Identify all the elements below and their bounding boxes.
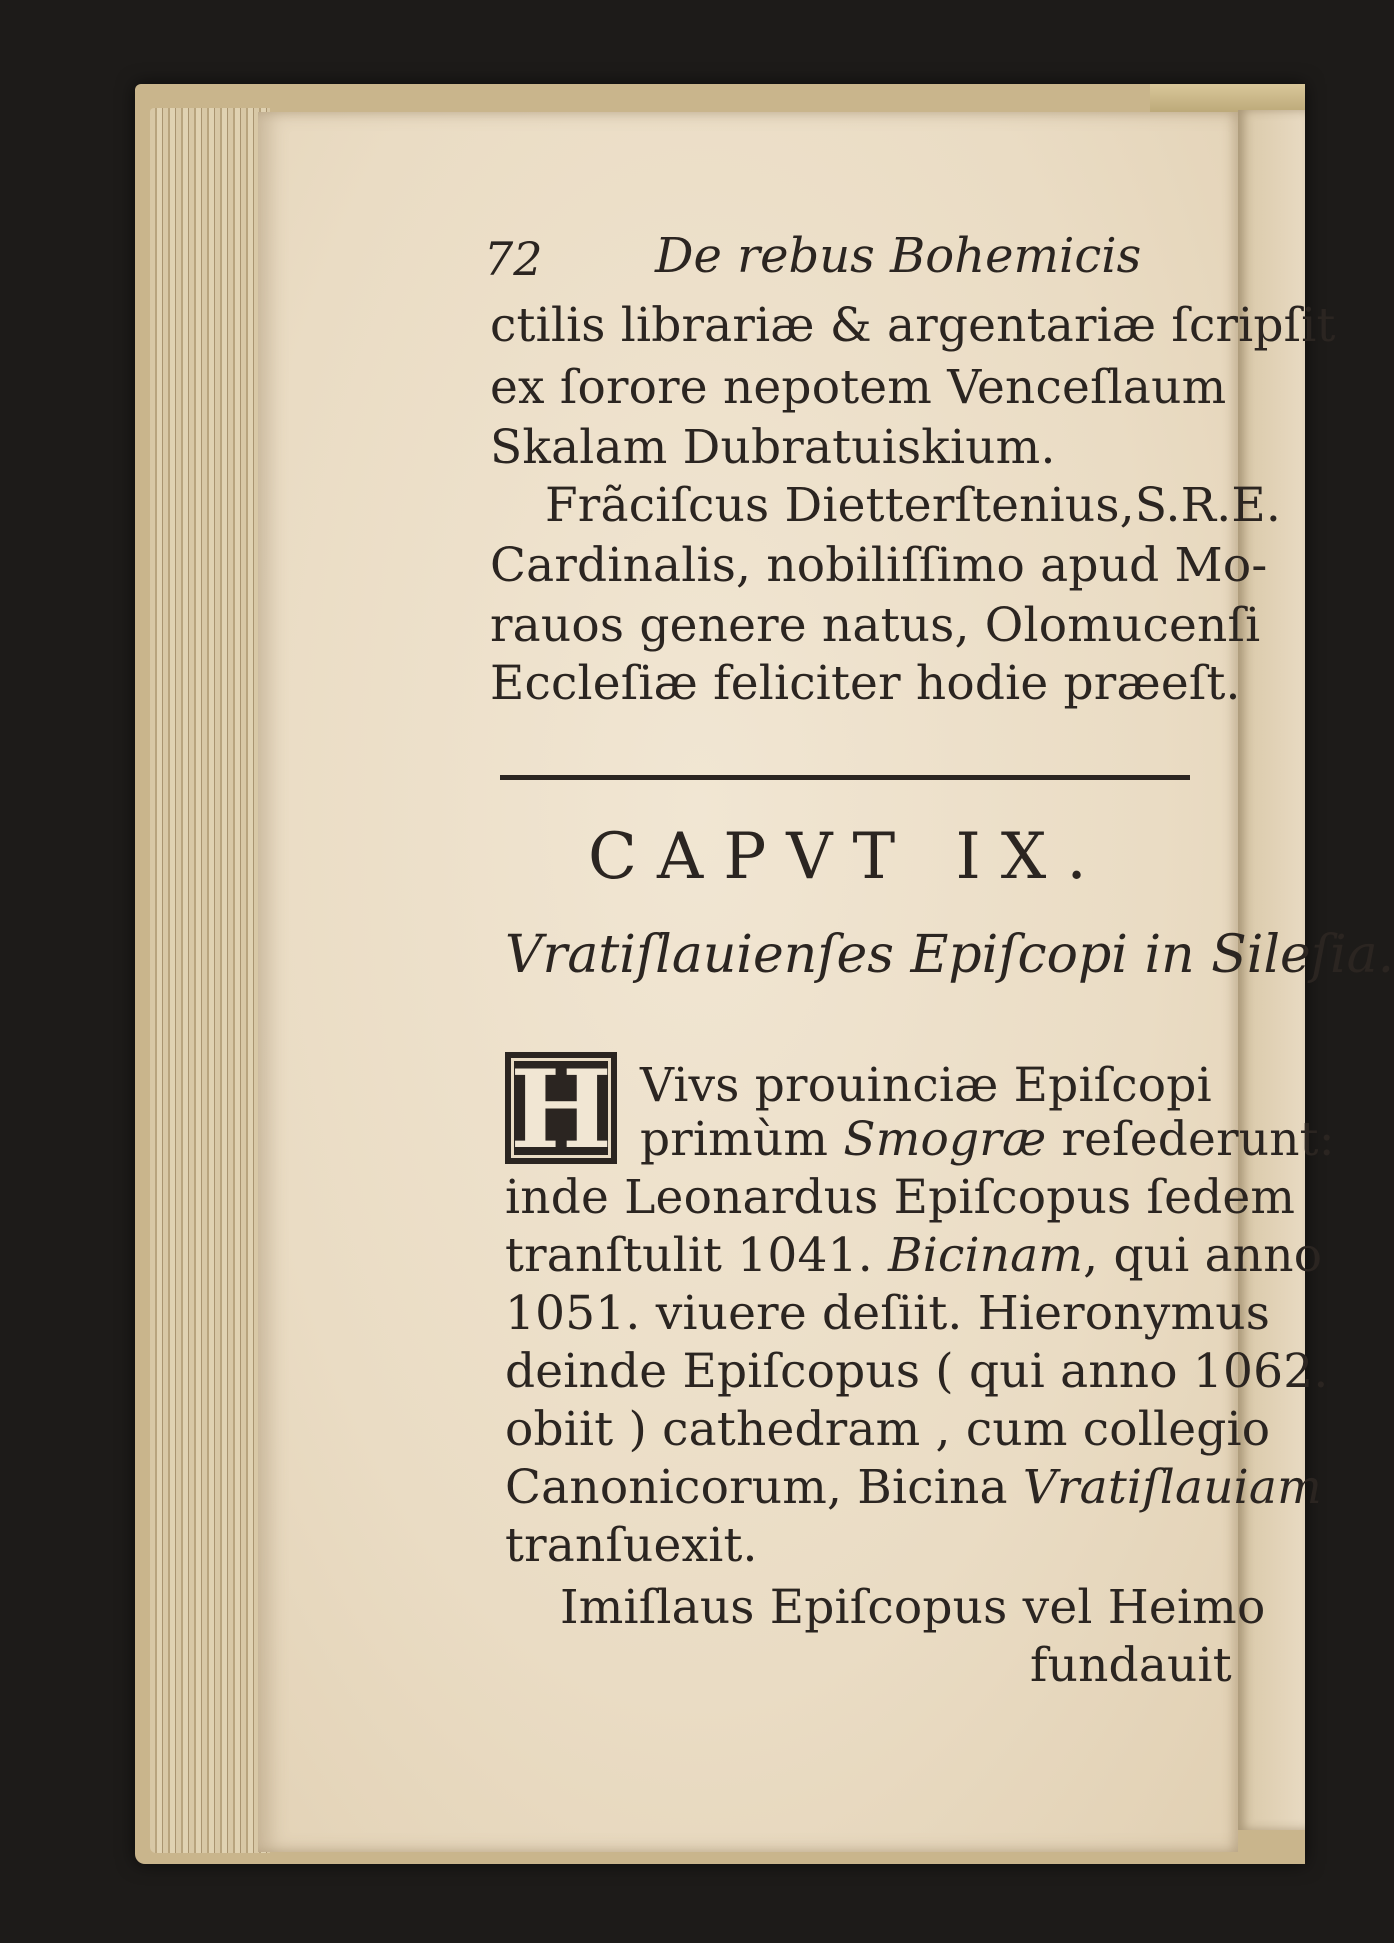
text-line: 1051. viuere deſiit. Hieronymus	[505, 1286, 1271, 1341]
text-line: inde Leonardus Epiſcopus ſedem	[505, 1170, 1296, 1225]
page-number: 72	[484, 232, 543, 286]
text-line: ex ſorore nepotem Venceſlaum	[490, 360, 1227, 415]
text-line: tranſtulit 1041. Bicinam, qui anno	[505, 1228, 1323, 1283]
text-line: Cardinalis, nobiliſſimo apud Mo-	[490, 538, 1268, 593]
text-line: rauos genere natus, Olomucenſi	[490, 598, 1261, 653]
initial-letter: H	[509, 1047, 613, 1173]
text-line: Skalam Dubratuiskium.	[490, 420, 1056, 475]
text-line: Eccleſiæ feliciter hodie præeſt.	[490, 656, 1241, 711]
text-line: Vivs prouinciæ Epiſcopi	[640, 1058, 1212, 1113]
text-line: ctilis librariæ & argentariæ ſcripſit	[490, 298, 1336, 353]
page-edges	[150, 108, 270, 1853]
text-line: obiit ) cathedram , cum collegio	[505, 1402, 1271, 1457]
chapter-subtitle: Vratiſlauienſes Epiſcopi in Sileſia.	[505, 925, 1394, 985]
text-line: Frãciſcus Dietterſtenius,S.R.E.	[545, 478, 1282, 533]
catchword: fundauit	[1030, 1638, 1232, 1693]
chapter-heading: CAPVT IX.	[588, 820, 1107, 894]
section-rule	[500, 775, 1190, 780]
text-line: Canonicorum, Bicina Vratiſlauiam	[505, 1460, 1322, 1515]
decorated-initial	[505, 1047, 617, 1173]
text-line: primùm Smogræ reſederunt:	[640, 1112, 1335, 1167]
text-line: Imiſlaus Epiſcopus vel Heimo	[560, 1580, 1266, 1635]
text-line: tranſuexit.	[505, 1518, 758, 1573]
running-title: De rebus Bohemicis	[655, 228, 1142, 284]
text-line: deinde Epiſcopus ( qui anno 1062.	[505, 1344, 1329, 1399]
